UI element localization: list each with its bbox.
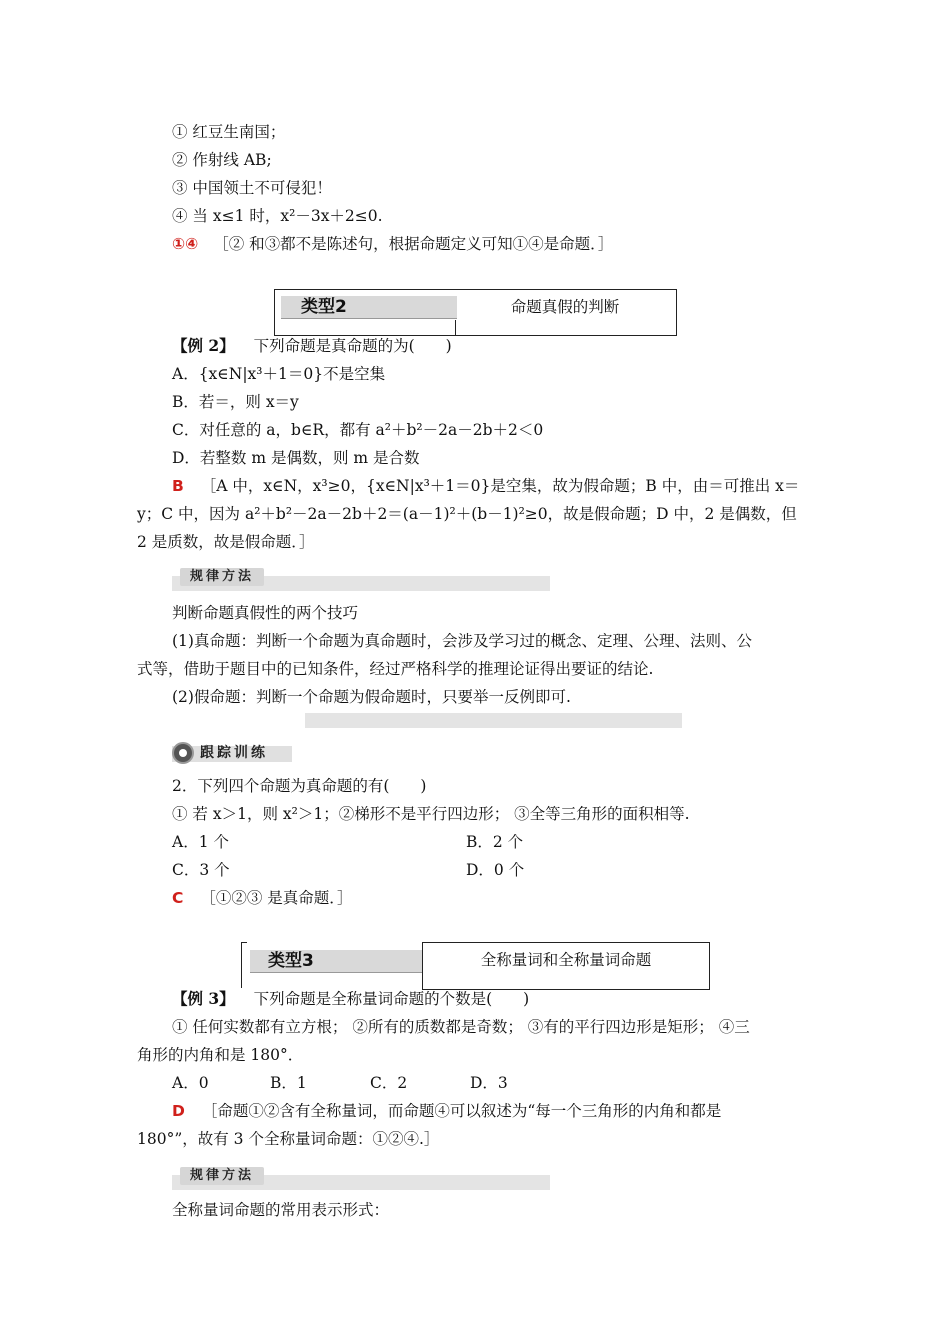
tracking-statements: ① 若 x＞1，则 x²＞1；②梯形不是平行四边形； ③全等三角形的面积相等. bbox=[172, 805, 690, 823]
tracking-question: 2．下列四个命题为真命题的有( ) bbox=[172, 777, 427, 795]
example2-label: 【例 2】 bbox=[172, 336, 235, 355]
example2-answer-label: B bbox=[172, 477, 184, 495]
example2-option-d: D．若整数 m 是偶数，则 m 是合数 bbox=[172, 449, 420, 467]
type3-title: 全称量词和全称量词命题 bbox=[480, 951, 652, 969]
example2-option-a: A．{x∈N|x³＋1＝0}不是空集 bbox=[172, 365, 386, 383]
example2-explanation-3: 2 是质数，故是假命题．］ bbox=[137, 533, 315, 551]
type2-divider bbox=[455, 320, 456, 335]
example2-option-b: B．若＝，则 x＝y bbox=[172, 393, 299, 411]
tracking-label: 跟踪训练 bbox=[200, 745, 268, 761]
example3-question bbox=[172, 988, 529, 1010]
example3-question-text: 下列命题是全称量词命题的个数是( ) bbox=[253, 990, 530, 1008]
example3-label: 【例 3】 bbox=[172, 989, 235, 1008]
tracking-answer bbox=[172, 887, 353, 909]
example2-question-text: 下列命题是真命题的为( ) bbox=[253, 337, 452, 355]
method1-item-2: (2)假命题：判断一个命题为假命题时，只要举一反例即可. bbox=[172, 688, 571, 706]
statement-2: ② 作射线 AB; bbox=[172, 151, 272, 169]
target-icon bbox=[172, 742, 194, 764]
example2-question bbox=[172, 335, 452, 357]
tracking-option-c: C．3 个 bbox=[172, 861, 230, 879]
example3-statements-1: ① 任何实数都有立方根； ②所有的质数都是奇数； ③有的平行四边形是矩形； ④三 bbox=[172, 1018, 750, 1036]
example2-option-c: C．对任意的 a，b∈R，都有 a²＋b²－2a－2b＋2＜0 bbox=[172, 421, 544, 439]
method1-heading: 判断命题真假性的两个技巧 bbox=[172, 604, 359, 622]
type3-top-tick bbox=[241, 942, 247, 943]
example2-explanation-1 bbox=[172, 475, 799, 497]
method2-heading: 全称量词命题的常用表示形式： bbox=[172, 1201, 390, 1219]
tracking-option-a: A．1 个 bbox=[172, 833, 229, 851]
method1-end-band bbox=[305, 713, 682, 728]
method1-item-1: (1)真命题：判断一个命题为真命题时，会涉及学习过的概念、定理、公理、法则、公 bbox=[172, 632, 752, 650]
statement-3: ③ 中国领土不可侵犯！ bbox=[172, 179, 332, 197]
tracking-answer-text: ［①②③ 是真命题．］ bbox=[200, 889, 353, 907]
answer-1-label: ①④ bbox=[172, 235, 199, 253]
answer-1 bbox=[172, 233, 613, 255]
statement-4: ④ 当 x≤1 时，x²－3x＋2≤0. bbox=[172, 207, 383, 225]
example3-option-b: B．1 bbox=[270, 1074, 307, 1092]
type3-header bbox=[422, 942, 710, 990]
type3-tag: 类型3 bbox=[268, 951, 314, 971]
type2-title: 命题真假的判断 bbox=[510, 298, 620, 316]
example2-explanation-2: y；C 中，因为 a²＋b²－2a－2b＋2＝(a－1)²＋(b－1)²≥0，故是假命题；D 中，2 是偶数，但 bbox=[137, 505, 797, 523]
example3-option-c: C．2 bbox=[370, 1074, 408, 1092]
example3-explanation-text-1: ［命题①②含有全称量词，而命题④可以叙述为“每一个三角形的内角和都是 bbox=[201, 1102, 722, 1120]
method1-item-1-cont: 式等，借助于题目中的已知条件，经过严格科学的推理论证得出要证的结论. bbox=[137, 660, 654, 678]
tracking-option-b: B．2 个 bbox=[466, 833, 524, 851]
example3-statements-2: 角形的内角和是 180°． bbox=[137, 1046, 304, 1064]
statement-1: ① 红豆生南国； bbox=[172, 123, 286, 141]
example3-option-a: A．0 bbox=[172, 1074, 209, 1092]
answer-1-text: ［② 和③都不是陈述句，根据命题定义可知①④是命题．］ bbox=[213, 235, 614, 253]
example3-explanation-1 bbox=[172, 1100, 721, 1122]
type2-tag: 类型2 bbox=[301, 297, 347, 317]
type3-left-rule bbox=[241, 942, 242, 988]
tracking-answer-label: C bbox=[172, 889, 184, 907]
example3-option-d: D．3 bbox=[470, 1074, 508, 1092]
example3-explanation-2: 180°”，故有 3 个全称量词命题：①②④.］ bbox=[137, 1130, 440, 1148]
example2-explanation-text-1: ［A 中，x∈N，x³≥0，{x∈N|x³＋1＝0}是空集，故为假命题；B 中，由＝可推出 x＝ bbox=[200, 477, 800, 495]
tracking-option-d: D．0 个 bbox=[466, 861, 525, 879]
example3-answer-label: D bbox=[172, 1102, 185, 1120]
method1-label: 规律方法 bbox=[180, 568, 264, 586]
type2-header bbox=[274, 289, 677, 336]
method2-label: 规律方法 bbox=[180, 1167, 264, 1185]
